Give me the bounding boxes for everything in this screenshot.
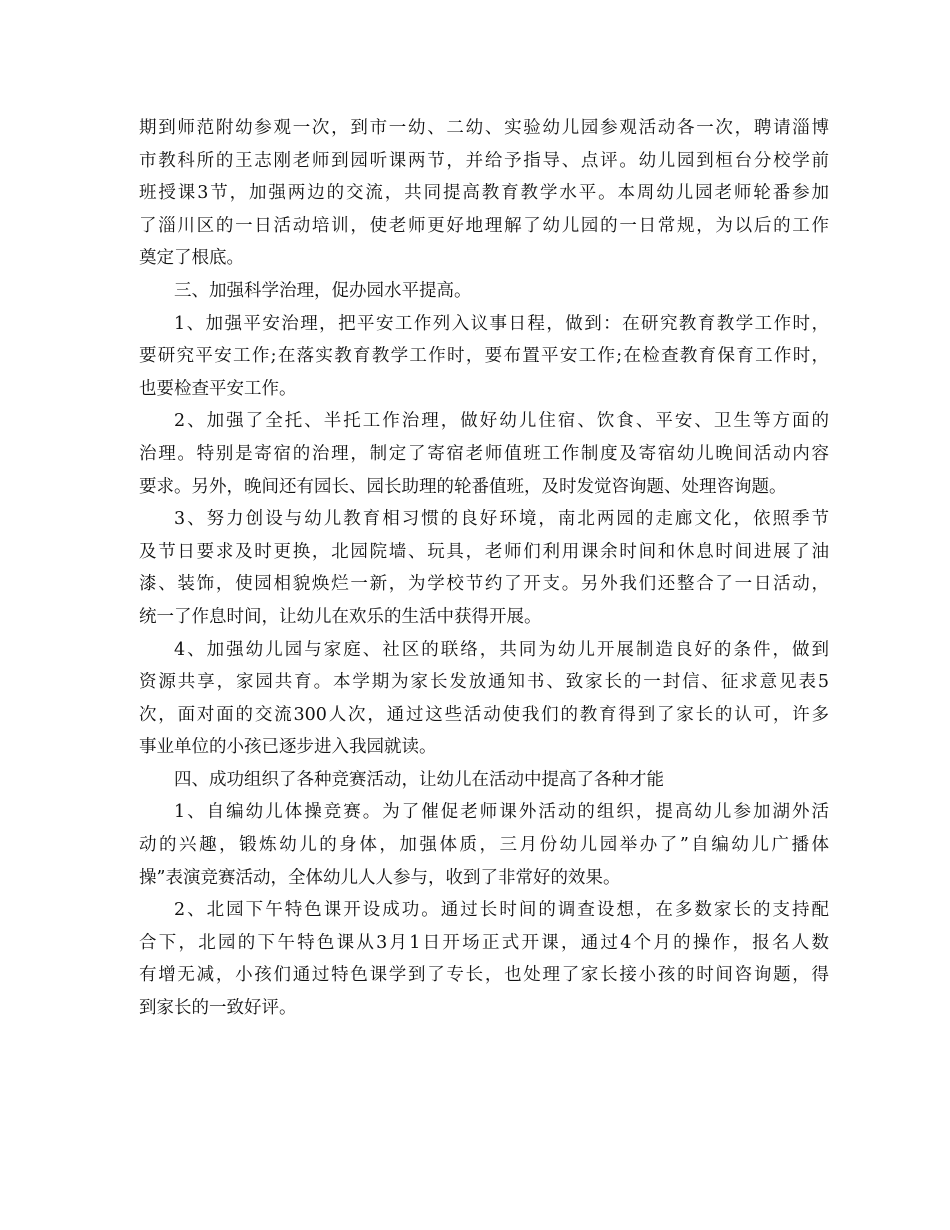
paragraph (139, 405, 829, 503)
paragraph-line: 2、北园下午特色课开设成功。通过长时间的调查设想，在多数家长的支持配 (174, 900, 829, 921)
paragraph-line: 治理。特别是寄宿的治理，制定了寄宿老师值班工作制度及寄宿幼儿晚间活动内容 (139, 443, 829, 464)
paragraph-line: 市教科所的王志刚老师到园听课两节，并给予指导、点评。幼儿园到桓台分校学前 (139, 150, 829, 171)
paragraph (139, 796, 829, 894)
paragraph-line: 三、加强科学治理，促办园水平提高。 (174, 280, 472, 301)
paragraph-line: 4、加强幼儿园与家庭、社区的联络，共同为幼儿开展制造良好的条件，做到 (174, 639, 829, 660)
paragraph-line: 操”表演竞赛活动，全体幼儿人人参与，收到了非常好的效果。 (139, 867, 621, 888)
paragraph-line: 1、加强平安治理，把平安工作列入议事日程，做到：在研究教育教学工作时， (174, 313, 829, 334)
paragraph (139, 764, 829, 797)
paragraph-line: 次，面对面的交流300人次，通过这些活动使我们的教育得到了家长的认可，许多 (139, 704, 829, 725)
paragraph-line: 1、自编幼儿体操竞赛。为了催促老师课外活动的组织，提高幼儿参加湖外活 (174, 802, 829, 823)
document-body (139, 112, 829, 1025)
paragraph-line: 了淄川区的一日活动培训，使老师更好地理解了幼儿园的一日常规，为以后的工作 (139, 215, 829, 236)
paragraph-line: 3、努力创设与幼儿教育相习惯的良好环境，南北两园的走廊文化，依照季节 (174, 509, 829, 530)
paragraph (139, 308, 829, 406)
paragraph (139, 275, 829, 308)
paragraph-line: 期到师范附幼参观一次，到市一幼、二幼、实验幼儿园参观活动各一次，聘请淄博 (139, 118, 829, 138)
paragraph-line: 事业单位的小孩已逐步进入我园就读。 (139, 737, 437, 758)
paragraph-line: 动的兴趣，锻炼幼儿的身体，加强体质，三月份幼儿园举办了”自编幼儿广播体 (139, 835, 829, 856)
paragraph (139, 503, 829, 633)
paragraph-line: 到家长的一致好评。 (139, 998, 297, 1019)
paragraph-line: 要研究平安工作;在落实教育教学工作时，要布置平安工作;在检查教育保育工作时， (139, 346, 829, 367)
paragraph-line: 资源共享，家园共育。本学期为家长发放通知书、致家长的一封信、征求意见表5 (139, 672, 829, 693)
paragraph-line: 统一了作息时间，让幼儿在欢乐的生活中获得开展。 (139, 606, 542, 627)
paragraph (139, 112, 829, 275)
paragraph (139, 894, 829, 1024)
paragraph-line: 奠定了根底。 (139, 248, 244, 269)
paragraph-line: 及节日要求及时更换，北园院墙、玩具，老师们利用课余时间和休息时间进展了油 (139, 541, 829, 562)
paragraph-line: 有增无减，小孩们通过特色课学到了专长，也处理了家长接小孩的时间咨询题，得 (139, 965, 829, 986)
paragraph-line: 漆、装饰，使园相貌焕烂一新，为学校节约了开支。另外我们还整合了一日活动， (139, 574, 829, 595)
paragraph-line: 要求。另外，晚间还有园长、园长助理的轮番值班，及时发觉咨询题、处理咨询题。 (139, 476, 787, 497)
paragraph-line: 合下，北园的下午特色课从3月1日开场正式开课，通过4个月的操作，报名人数 (139, 932, 829, 953)
paragraph-line: 班授课3节，加强两边的交流，共同提高教育教学水平。本周幼儿园老师轮番参加 (139, 183, 829, 204)
paragraph-line: 四、成功组织了各种竞赛活动，让幼儿在活动中提高了各种才能 (174, 769, 664, 790)
paragraph-line: 2、加强了全托、半托工作治理，做好幼儿住宿、饮食、平安、卫生等方面的 (174, 411, 829, 432)
paragraph-line: 也要检查平安工作。 (139, 378, 297, 399)
paragraph (139, 634, 829, 764)
